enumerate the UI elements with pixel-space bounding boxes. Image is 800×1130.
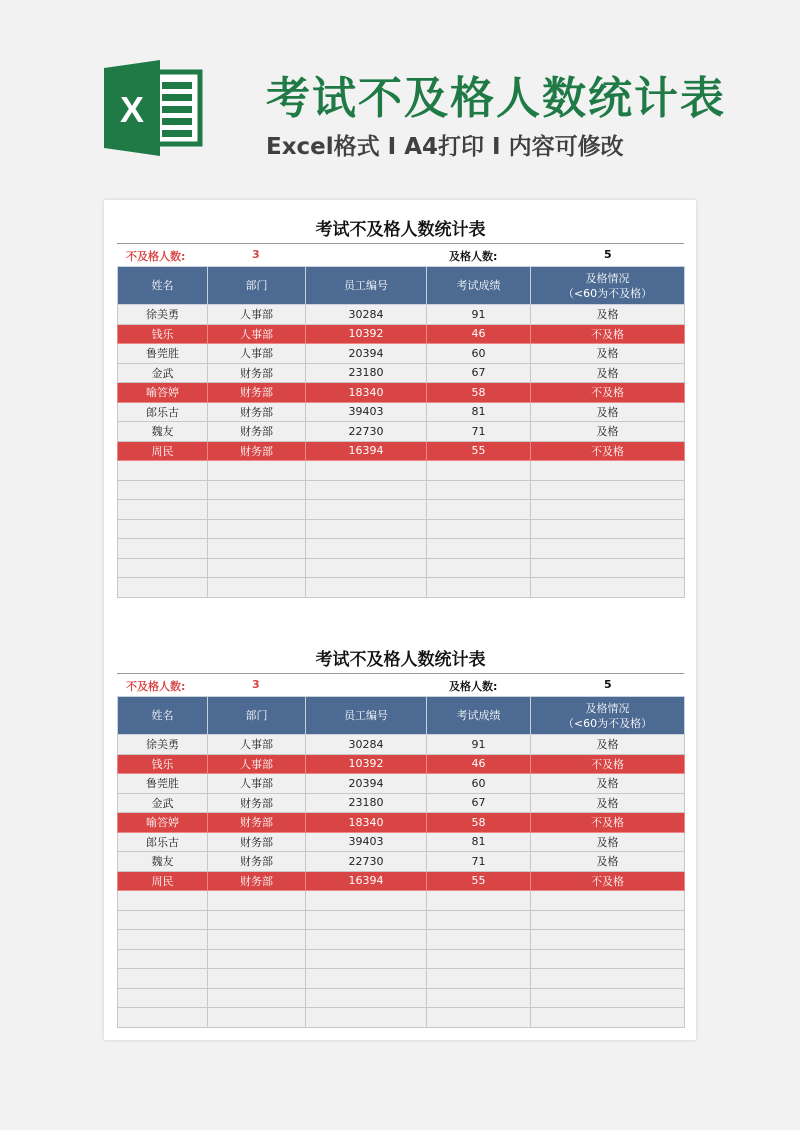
empty-cell[interactable] <box>531 558 685 578</box>
table-row <box>118 305 685 325</box>
cell-name[interactable]: 喻答婷 <box>118 813 208 833</box>
cell-id[interactable]: 23180 <box>306 793 427 813</box>
empty-cell[interactable] <box>208 969 306 989</box>
cell-dept[interactable]: 人事部 <box>208 324 306 344</box>
cell-status[interactable]: 及格 <box>531 402 685 422</box>
empty-cell[interactable] <box>306 480 427 500</box>
empty-row <box>118 910 685 930</box>
cell-status[interactable]: 及格 <box>531 363 685 383</box>
empty-cell[interactable] <box>306 891 427 911</box>
cell-score[interactable]: 67 <box>427 793 531 813</box>
empty-row <box>118 500 685 520</box>
col-score: 考试成绩 <box>427 697 531 735</box>
empty-cell[interactable] <box>427 461 531 481</box>
pass-label: 及格人数: <box>449 680 498 693</box>
cell-name[interactable]: 喻答婷 <box>118 383 208 403</box>
empty-row <box>118 480 685 500</box>
empty-cell[interactable] <box>531 891 685 911</box>
col-status <box>531 267 685 305</box>
empty-row <box>118 519 685 539</box>
cell-status[interactable]: 不及格 <box>531 324 685 344</box>
empty-cell[interactable] <box>208 461 306 481</box>
sheet-1 <box>117 216 684 598</box>
cell-dept[interactable]: 人事部 <box>208 344 306 364</box>
empty-row <box>118 891 685 911</box>
empty-cell[interactable] <box>306 578 427 598</box>
empty-cell[interactable] <box>208 539 306 559</box>
cell-id[interactable]: 18340 <box>306 383 427 403</box>
empty-cell[interactable] <box>118 461 208 481</box>
cell-score[interactable]: 71 <box>427 422 531 442</box>
sheet-2 <box>117 646 684 1028</box>
empty-cell[interactable] <box>208 949 306 969</box>
cell-name[interactable]: 徐美勇 <box>118 735 208 755</box>
col-status-label: 及格情况 <box>585 271 630 285</box>
summary-row <box>117 674 684 696</box>
empty-row <box>118 930 685 950</box>
empty-row <box>118 949 685 969</box>
col-name: 姓名 <box>118 697 208 735</box>
sheet-title: 考试不及格人数统计表 <box>117 646 684 674</box>
summary-row <box>117 244 684 266</box>
empty-cell[interactable] <box>118 500 208 520</box>
cell-status[interactable]: 及格 <box>531 422 685 442</box>
empty-cell[interactable] <box>427 1008 531 1028</box>
empty-cell[interactable] <box>427 558 531 578</box>
cell-score[interactable]: 46 <box>427 754 531 774</box>
empty-cell[interactable] <box>531 949 685 969</box>
cell-dept[interactable]: 人事部 <box>208 305 306 325</box>
empty-row <box>118 969 685 989</box>
cell-id[interactable]: 30284 <box>306 735 427 755</box>
empty-cell[interactable] <box>118 891 208 911</box>
table-row <box>118 754 685 774</box>
cell-status[interactable]: 及格 <box>531 852 685 872</box>
empty-cell[interactable] <box>208 578 306 598</box>
col-status <box>531 697 685 735</box>
empty-cell[interactable] <box>427 910 531 930</box>
table-row <box>118 363 685 383</box>
document-page <box>104 200 696 1040</box>
cell-dept[interactable]: 财务部 <box>208 852 306 872</box>
empty-row <box>118 1008 685 1028</box>
empty-cell[interactable] <box>118 578 208 598</box>
cell-score[interactable]: 91 <box>427 305 531 325</box>
pass-count: 5 <box>604 678 612 691</box>
cell-id[interactable]: 16394 <box>306 441 427 461</box>
empty-cell[interactable] <box>118 1008 208 1028</box>
cell-name[interactable]: 钱乐 <box>118 324 208 344</box>
empty-cell[interactable] <box>306 500 427 520</box>
empty-cell[interactable] <box>208 519 306 539</box>
cell-score[interactable]: 58 <box>427 383 531 403</box>
cell-score[interactable]: 81 <box>427 832 531 852</box>
table-row <box>118 402 685 422</box>
empty-row <box>118 988 685 1008</box>
cell-name[interactable]: 郎乐古 <box>118 832 208 852</box>
empty-cell[interactable] <box>306 910 427 930</box>
cell-status[interactable]: 及格 <box>531 832 685 852</box>
page-title: 考试不及格人数统计表 <box>266 73 726 124</box>
empty-cell[interactable] <box>306 969 427 989</box>
cell-name[interactable]: 郎乐古 <box>118 402 208 422</box>
cell-status[interactable]: 不及格 <box>531 383 685 403</box>
cell-id[interactable]: 39403 <box>306 832 427 852</box>
table-row <box>118 383 685 403</box>
empty-cell[interactable] <box>531 1008 685 1028</box>
cell-score[interactable]: 60 <box>427 344 531 364</box>
cell-id[interactable]: 23180 <box>306 363 427 383</box>
fail-label: 不及格人数: <box>126 250 186 263</box>
table-row <box>118 793 685 813</box>
empty-cell[interactable] <box>427 988 531 1008</box>
empty-cell[interactable] <box>306 539 427 559</box>
cell-score[interactable]: 67 <box>427 363 531 383</box>
col-dept: 部门 <box>208 267 306 305</box>
cell-dept[interactable]: 人事部 <box>208 754 306 774</box>
cell-id[interactable]: 10392 <box>306 324 427 344</box>
cell-id[interactable]: 30284 <box>306 305 427 325</box>
empty-cell[interactable] <box>427 480 531 500</box>
empty-cell[interactable] <box>306 461 427 481</box>
table-row <box>118 774 685 794</box>
cell-dept[interactable]: 财务部 <box>208 363 306 383</box>
empty-cell[interactable] <box>427 969 531 989</box>
cell-name[interactable]: 鲁莞胜 <box>118 344 208 364</box>
empty-row <box>118 578 685 598</box>
empty-cell[interactable] <box>208 910 306 930</box>
empty-cell[interactable] <box>531 539 685 559</box>
cell-dept[interactable]: 人事部 <box>208 774 306 794</box>
cell-id[interactable]: 20394 <box>306 344 427 364</box>
empty-cell[interactable] <box>427 930 531 950</box>
page-subtitle: Excel格式 Ⅰ A4打印 Ⅰ 内容可修改 <box>266 134 624 160</box>
cell-status[interactable]: 不及格 <box>531 813 685 833</box>
empty-cell[interactable] <box>118 930 208 950</box>
cell-score[interactable]: 46 <box>427 324 531 344</box>
cell-id[interactable]: 10392 <box>306 754 427 774</box>
table-row <box>118 813 685 833</box>
table-row <box>118 871 685 891</box>
cell-score[interactable]: 55 <box>427 441 531 461</box>
empty-cell[interactable] <box>427 949 531 969</box>
fail-count: 3 <box>252 248 260 261</box>
cell-dept[interactable]: 财务部 <box>208 422 306 442</box>
svg-text:X: X <box>119 89 145 130</box>
empty-cell[interactable] <box>208 988 306 1008</box>
empty-cell[interactable] <box>118 558 208 578</box>
cell-status[interactable]: 及格 <box>531 774 685 794</box>
empty-cell[interactable] <box>306 930 427 950</box>
cell-name[interactable]: 金武 <box>118 363 208 383</box>
cell-status[interactable]: 及格 <box>531 793 685 813</box>
empty-cell[interactable] <box>531 969 685 989</box>
cell-name[interactable]: 魏友 <box>118 852 208 872</box>
cell-status[interactable]: 不及格 <box>531 441 685 461</box>
empty-cell[interactable] <box>427 500 531 520</box>
cell-id[interactable]: 16394 <box>306 871 427 891</box>
empty-cell[interactable] <box>531 910 685 930</box>
empty-cell[interactable] <box>208 500 306 520</box>
empty-cell[interactable] <box>306 988 427 1008</box>
cell-status[interactable]: 不及格 <box>531 871 685 891</box>
table-row <box>118 344 685 364</box>
empty-cell[interactable] <box>531 480 685 500</box>
empty-cell[interactable] <box>531 461 685 481</box>
cell-dept[interactable]: 财务部 <box>208 871 306 891</box>
pass-label: 及格人数: <box>449 250 498 263</box>
cell-id[interactable]: 22730 <box>306 422 427 442</box>
empty-cell[interactable] <box>118 910 208 930</box>
empty-cell[interactable] <box>208 891 306 911</box>
sheet-title: 考试不及格人数统计表 <box>117 216 684 244</box>
table-row <box>118 852 685 872</box>
cell-score[interactable]: 58 <box>427 813 531 833</box>
table-row <box>118 441 685 461</box>
cell-id[interactable]: 39403 <box>306 402 427 422</box>
cell-status[interactable]: 及格 <box>531 344 685 364</box>
col-status-label: 及格情况 <box>585 701 630 715</box>
cell-dept[interactable]: 财务部 <box>208 441 306 461</box>
empty-row <box>118 558 685 578</box>
cell-name[interactable]: 钱乐 <box>118 754 208 774</box>
empty-row <box>118 539 685 559</box>
empty-cell[interactable] <box>118 539 208 559</box>
cell-name[interactable]: 徐美勇 <box>118 305 208 325</box>
cell-status[interactable]: 及格 <box>531 735 685 755</box>
cell-id[interactable]: 18340 <box>306 813 427 833</box>
cell-dept[interactable]: 财务部 <box>208 813 306 833</box>
empty-cell[interactable] <box>306 558 427 578</box>
col-id: 员工编号 <box>306 697 427 735</box>
cell-name[interactable]: 魏友 <box>118 422 208 442</box>
cell-name[interactable]: 金武 <box>118 793 208 813</box>
empty-cell[interactable] <box>427 519 531 539</box>
empty-cell[interactable] <box>208 1008 306 1028</box>
fail-label: 不及格人数: <box>126 680 186 693</box>
fail-count: 3 <box>252 678 260 691</box>
table-row <box>118 832 685 852</box>
cell-name[interactable]: 周民 <box>118 871 208 891</box>
cell-dept[interactable]: 人事部 <box>208 735 306 755</box>
cell-score[interactable]: 55 <box>427 871 531 891</box>
col-name: 姓名 <box>118 267 208 305</box>
empty-row <box>118 461 685 481</box>
empty-cell[interactable] <box>306 1008 427 1028</box>
empty-cell[interactable] <box>208 930 306 950</box>
pass-count: 5 <box>604 248 612 261</box>
excel-logo-icon <box>104 60 204 156</box>
cell-id[interactable]: 20394 <box>306 774 427 794</box>
cell-dept[interactable]: 财务部 <box>208 793 306 813</box>
cell-name[interactable]: 周民 <box>118 441 208 461</box>
empty-cell[interactable] <box>208 480 306 500</box>
cell-dept[interactable]: 财务部 <box>208 832 306 852</box>
empty-cell[interactable] <box>118 480 208 500</box>
empty-cell[interactable] <box>427 891 531 911</box>
cell-score[interactable]: 91 <box>427 735 531 755</box>
empty-cell[interactable] <box>427 578 531 598</box>
col-status-note: （<60为不及格） <box>562 286 653 300</box>
cell-status[interactable]: 及格 <box>531 305 685 325</box>
empty-cell[interactable] <box>531 519 685 539</box>
cell-name[interactable]: 鲁莞胜 <box>118 774 208 794</box>
data-table <box>117 266 685 598</box>
table-row <box>118 422 685 442</box>
empty-cell[interactable] <box>531 930 685 950</box>
cell-status[interactable]: 不及格 <box>531 754 685 774</box>
empty-cell[interactable] <box>118 949 208 969</box>
cell-id[interactable]: 22730 <box>306 852 427 872</box>
col-dept: 部门 <box>208 697 306 735</box>
table-row <box>118 735 685 755</box>
empty-cell[interactable] <box>118 988 208 1008</box>
table-row <box>118 324 685 344</box>
empty-cell[interactable] <box>531 500 685 520</box>
cell-dept[interactable]: 财务部 <box>208 383 306 403</box>
empty-cell[interactable] <box>531 578 685 598</box>
col-id: 员工编号 <box>306 267 427 305</box>
data-table <box>117 696 685 1028</box>
empty-cell[interactable] <box>427 539 531 559</box>
col-status-note: （<60为不及格） <box>562 716 653 730</box>
cell-dept[interactable]: 财务部 <box>208 402 306 422</box>
empty-cell[interactable] <box>208 558 306 578</box>
empty-cell[interactable] <box>306 519 427 539</box>
col-score: 考试成绩 <box>427 267 531 305</box>
empty-cell[interactable] <box>118 519 208 539</box>
empty-cell[interactable] <box>118 969 208 989</box>
empty-cell[interactable] <box>531 988 685 1008</box>
cell-score[interactable]: 71 <box>427 852 531 872</box>
empty-cell[interactable] <box>306 949 427 969</box>
cell-score[interactable]: 60 <box>427 774 531 794</box>
cell-score[interactable]: 81 <box>427 402 531 422</box>
